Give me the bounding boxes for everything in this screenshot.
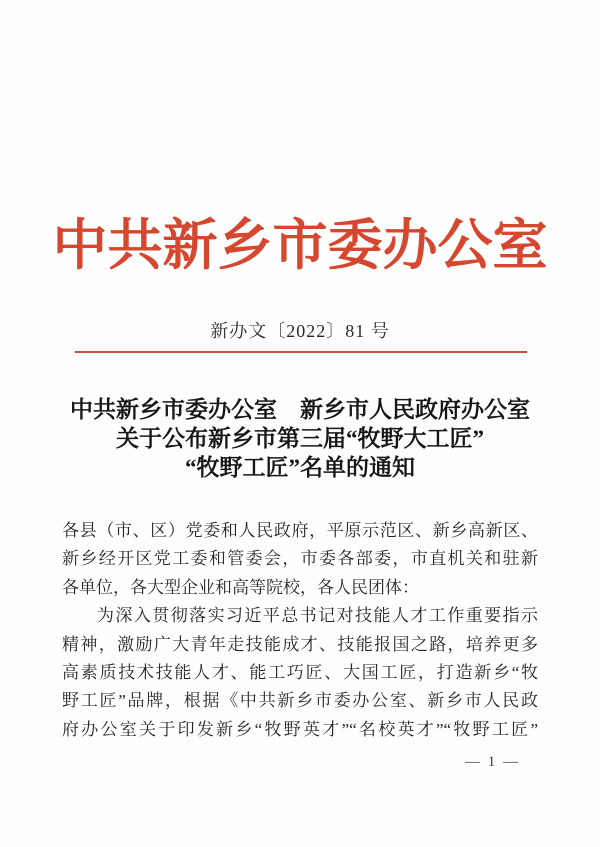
document-title <box>30 395 570 482</box>
document-number: 新办文〔2022〕81 号 <box>210 321 390 341</box>
body-line: 新乡经开区党工委和管委会，市委各部委，市直机关和驻新 <box>62 549 538 569</box>
body-line: 野工匠”品牌，根据《中共新乡市委办公室、新乡市人民政 <box>62 691 538 711</box>
document-body <box>62 517 538 744</box>
body-line: 高素质技术技能人才、能工巧匠、大国工匠，打造新乡“牧 <box>62 662 538 682</box>
title-line: 中共新乡市委办公室 新乡市人民政府办公室 <box>70 397 530 422</box>
page-number: — 1 — <box>465 754 520 770</box>
body-line: 各县（市、区）党委和人民政府，平原示范区、新乡高新区、 <box>62 521 538 540</box>
body-line: 府办公室关于印发新乡“牧野英才”“名校英才”“牧野工匠” <box>62 719 538 739</box>
body-line: 为深入贯彻落实习近平总书记对技能人才工作重要指示 <box>97 606 538 626</box>
body-line: 精神，激励广大青年走技能成才、技能报国之路，培养更多 <box>62 634 538 654</box>
body-line: 各单位，各大型企业和高等院校，各人民团体： <box>62 577 419 597</box>
red-divider-line <box>75 351 527 353</box>
letterhead-org-name: 中共新乡市委办公室 <box>52 215 548 276</box>
title-line: 关于公布新乡市第三届“牧野大工匠” <box>116 426 484 451</box>
title-line: “牧野工匠”名单的通知 <box>185 455 415 480</box>
